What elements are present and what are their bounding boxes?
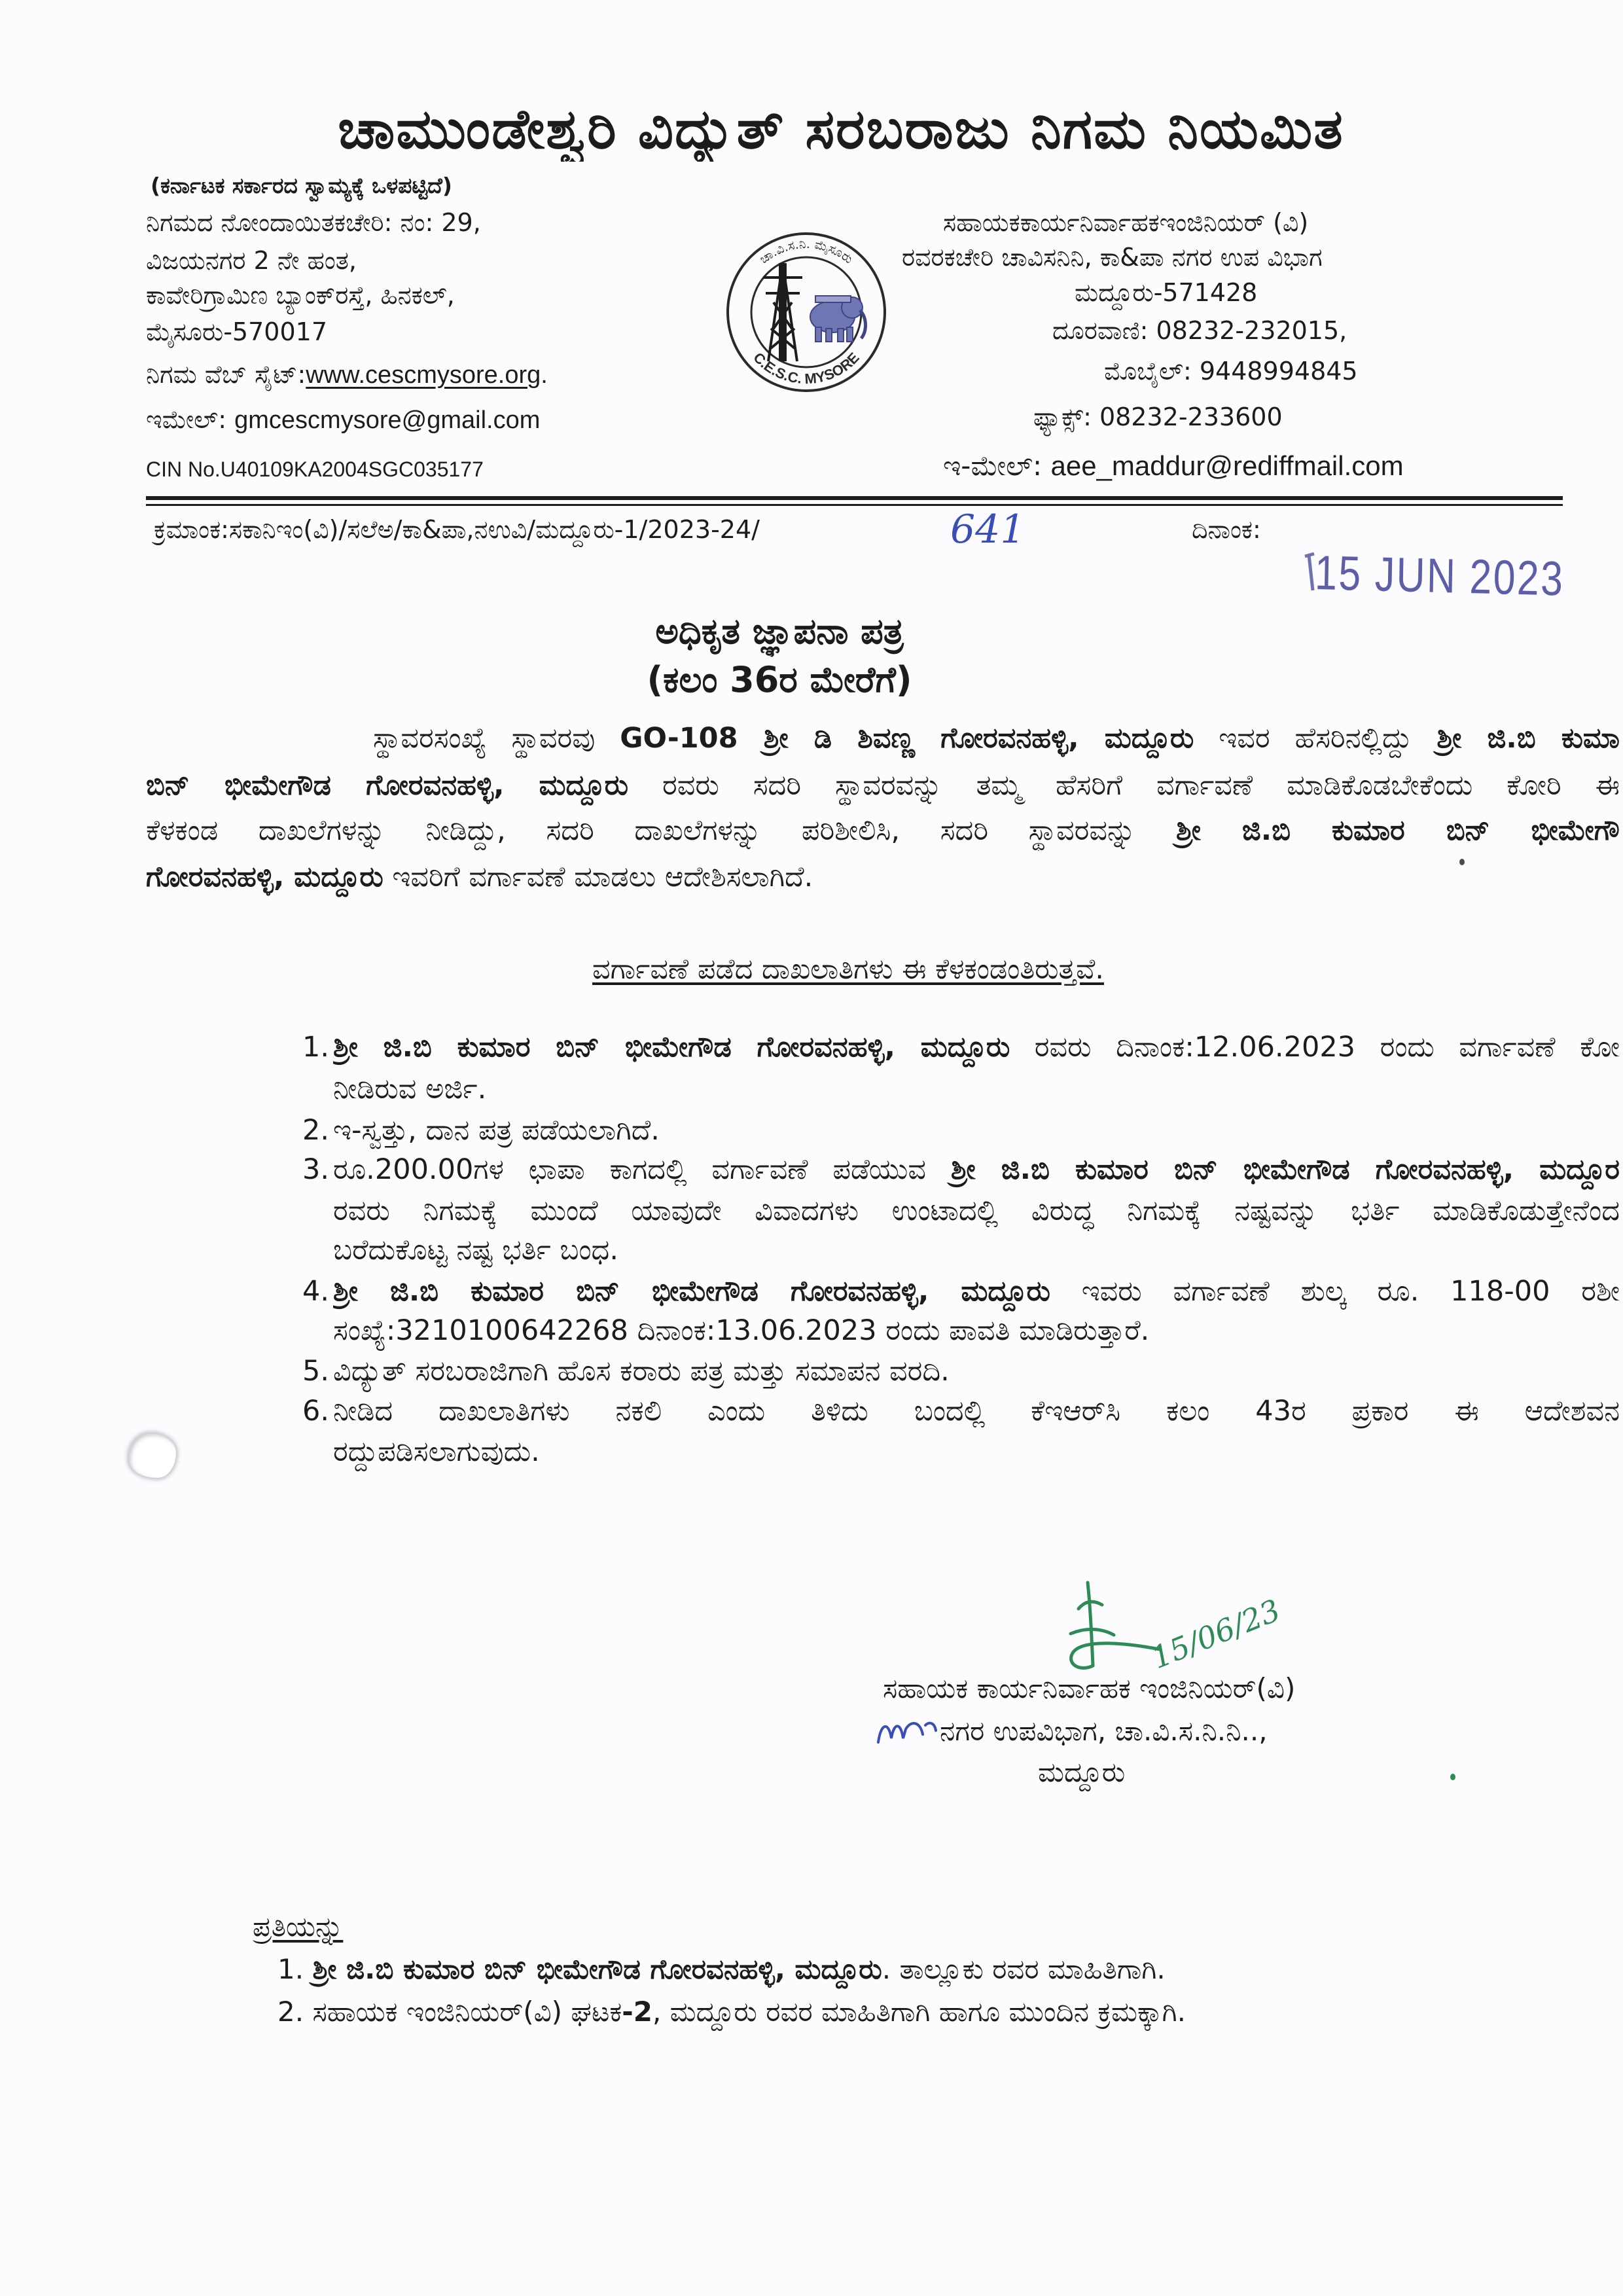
logo-bottom-text: C.E.S.C. MYSORE [750,349,863,387]
paragraph-text: ಸ್ಥಾವರಸಂಖ್ಯೆ ಸ್ಥಾವರವು [373,722,620,755]
email-address: gmcescmysore@gmail.com [234,406,541,434]
office-designation: ಸಹಾಯಕಕಾರ್ಯನಿರ್ವಾಹಕಇಂಜಿನಿಯರ್ (ವಿ) [943,208,1309,237]
applicant-name: ಶ್ರೀ ಜಿ.ಬಿ ಕುಮಾರ ಬಿನ್ ಭೀಮೇಗೌಡ ಗೋರವನಹಳ್ಳಿ, ಮದ್ದೂರು [312,1953,882,1985]
website-url: www.cescmysore.org [306,361,541,389]
punch-hole-mark [129,1433,176,1478]
header-rule-thick [146,496,1563,500]
date-stamp: 15 JUN 2023 [1314,545,1565,606]
copy-to-item-1 [277,1951,1166,1988]
website-label: ನಿಗಮ ವೆಬ್ ಸೈಟ್: [146,360,306,389]
list-item-4-line-2: ಸಂಖ್ಯೆ:3210100642268 ದಿನಾಂಕ:13.06.2023 ರಂದು ಪಾವತಿ ಮಾಡಿರುತ್ತಾರೆ. [333,1314,1150,1347]
memo-subtitle: (ಕಲಂ 36ರ ಮೇರೆಗೆ) [647,659,912,700]
registered-office-line1: ನಿಗಮದ ನೋಂದಾಯಿತಕಚೇರಿ: ನಂ: 29, [146,208,481,237]
copy-item-text: ಸಹಾಯಕ ಇಂಜಿನಿಯರ್(ವಿ) ಘಟಕ [312,1996,622,2028]
website-suffix: . [541,361,548,389]
signatory-designation: ಸಹಾಯಕ ಕಾರ್ಯನಿರ್ವಾಹಕ ಇಂಜಿನಿಯರ್(ವಿ) [883,1672,1296,1704]
list-item-number: 4. [302,1275,330,1308]
date-label: ದಿನಾಂಕ: [1192,515,1261,544]
list-item-3-line-1 [333,1149,1620,1190]
applicant-name: ಗೋರವನಹಳ್ಳಿ, ಮದ್ದೂರು [146,861,383,893]
list-item-text: ರವರು ದಿನಾಂಕ:12.06.2023 ರಂದು ವರ್ಗಾವಣೆ ಕೋ [1010,1031,1620,1064]
list-item-number: 6. [302,1395,330,1427]
office-phone: ದೂರವಾಣಿ: 08232-232015, [1052,316,1347,345]
office-email-line [943,448,1404,484]
list-item-6-line-1: ನೀಡಿದ ದಾಖಲಾತಿಗಳು ನಕಲಿ ಎಂದು ತಿಳಿದು ಬಂದಲ್ಲಿ ಕೆಇಆರ್‌ಸಿ ಕಲಂ 43ರ ಪ್ರಕಾರ ಈ ಆದೇಶವನ [333,1395,1620,1427]
website-line [146,357,548,392]
list-item-number: 1. [302,1031,330,1064]
registered-office-line3: ಕಾವೇರಿಗ್ರಾಮಿಣ ಬ್ಯಾಂಕ್‌ರಸ್ತೆ, ಹಿನಕಲ್, [146,281,455,310]
list-item-4-line-1 [333,1271,1620,1312]
signatory-division: ನಗರ ಉಪವಿಭಾಗ, ಚಾ.ವಿ.ಸ.ನಿ.ನಿ.., [940,1715,1268,1747]
pylon-icon [763,263,802,361]
copy-item-text: , ಮದ್ದೂರು ರವರ ಮಾಹಿತಿಗಾಗಿ ಹಾಗೂ ಮುಂದಿನ ಕ್ರಮಕ್ಕಾಗಿ. [652,1996,1186,2028]
list-item-text: ಇವರು ವರ್ಗಾವಣೆ ಶುಲ್ಕ ರೂ. 118-00 ರಶೀ [1050,1275,1620,1308]
paragraph-text: ಇವರ ಹೆಸರಿನಲ್ಲಿದ್ದು [1194,722,1437,755]
office-fax: ಫ್ಯಾಕ್ಸ್: 08232-233600 [1033,403,1283,431]
applicant-name: ಶ್ರೀ ಜಿ.ಬಿ ಕುಮಾರ ಬಿನ್ ಭೀಮೇಗೌಡ ಗೋರವನಹಳ್ಳಿ, ಮದ್ದೂರ [950,1153,1620,1186]
copy-item-number: 2. [277,1996,304,2028]
documents-heading: ವರ್ಗಾವಣೆ ಪಡೆದ ದಾಖಲಾತಿಗಳು ಈ ಕೆಳಕಂಡಂತಿರುತ್ತವೆ. [592,953,1104,986]
list-item-1-line-1 [333,1027,1620,1067]
copy-to-item-2 [277,1994,1186,2030]
cesc-logo [722,230,890,394]
memo-title: ಅಧಿಕೃತ ಜ್ಞಾಪನಾ ಪತ್ರ [655,611,904,652]
paragraph-text: ರವರು ಸದರಿ ಸ್ಥಾವರವನ್ನು ತಮ್ಮ ಹೆಸರಿಗೆ ವರ್ಗಾವಣೆ ಮಾಡಿಕೊಡಬೇಕೆಂದು ಕೋರಿ ಈ [628,769,1620,802]
list-item-6-line-2: ರದ್ದುಪಡಿಸಲಾಗುವುದು. [333,1435,540,1468]
copy-item-text: . ತಾಲ್ಲೂಕು ರವರ ಮಾಹಿತಿಗಾಗಿ. [882,1953,1166,1985]
copy-to-label: ಪ್ರತಿಯನ್ನು [253,1910,344,1943]
applicant-name: ಶ್ರೀ ಜಿ.ಬಿ ಕುಮಾರ ಬಿನ್ ಭೀಮೇಗೌ [1176,814,1620,847]
applicant-name: ಶ್ರೀ ಜಿ.ಬಿ ಕುಮಾರ ಬಿನ್ ಭೀಮೇಗೌಡ ಗೋರವನಹಳ್ಳಿ, ಮದ್ದೂರು [333,1275,1050,1308]
office-email-label: ಇ-ಮೇಲ್: [943,450,1051,482]
paragraph-line-2 [146,765,1620,806]
registered-office-line4: ಮೈಸೂರು-570017 [146,317,327,346]
list-item-number: 3. [302,1153,330,1186]
logo-top-text: ಚಾ.ವಿ.ಸ.ನಿ. ಮೈಸೂರು [757,236,856,267]
applicant-name: ಶ್ರೀ ಜಿ.ಬಿ ಕುಮಾ [1436,722,1620,755]
list-item-3-line-2: ರವರು ನಿಗಮಕ್ಕೆ ಮುಂದೆ ಯಾವುದೇ ವಿವಾದಗಳು ಉಂಟಾದಲ್ಲಿ ವಿರುದ್ಧ ನಿಗಮಕ್ಕೆ ನಷ್ಟವನ್ನು ಭರ್ತಿ ಮಾಡಿಕೊಡುತ್ತೇನೆಂದ [333,1194,1620,1227]
office-email-address: aee_maddur@rediffmail.com [1050,450,1404,481]
list-item-text: ರೂ.200.00ಗಳ ಛಾಪಾ ಕಾಗದಲ್ಲಿ ವರ್ಗಾವಣೆ ಪಡೆಯುವ [333,1153,951,1186]
initials-scribble [873,1713,938,1750]
paragraph-text: ಕೆಳಕಂಡ ದಾಖಲೆಗಳನ್ನು ನೀಡಿದ್ದು, ಸದರಿ ದಾಖಲೆಗಳನ್ನು ಪರಿಶೀಲಿಸಿ, ಸದರಿ ಸ್ಥಾವರವನ್ನು [146,814,1177,847]
list-item-number: 2. [302,1114,330,1147]
applicant-name: ಬಿನ್ ಭೀಮೇಗೌಡ ಗೋರವನಹಳ್ಳಿ, ಮದ್ದೂರು [146,769,629,802]
email-label: ಇಮೇಲ್: [146,405,235,434]
unit-number: -2 [622,1996,652,2028]
list-item-1-line-2: ನೀಡಿರುವ ಅರ್ಜಿ. [333,1073,487,1105]
email-line [146,403,540,437]
installation-details: GO-108 ಶ್ರೀ ಡಿ ಶಿವಣ್ಣ ಗೋರವನಹಳ್ಳಿ, ಮದ್ದೂರು [620,722,1194,755]
handwritten-reference-number: 641 [950,507,1026,552]
list-item-2-line-1: ಇ-ಸ್ವತ್ತು, ದಾನ ಪತ್ರ ಪಡೆಯಲಾಗಿದೆ. [333,1114,660,1147]
paragraph-line-3 [146,810,1620,851]
ink-dot [1450,1774,1455,1780]
signatory-place: ಮದ್ದೂರು [1038,1756,1126,1788]
paragraph-text: ಇವರಿಗೆ ವರ್ಗಾವಣೆ ಮಾಡಲು ಆದೇಶಿಸಲಾಗಿದೆ. [383,861,813,893]
header-rule-thin [146,504,1563,506]
list-item-3-line-3: ಬರೆದುಕೊಟ್ಟ ನಷ್ಟ ಭರ್ತಿ ಬಂಧ. [333,1234,618,1266]
registered-office-line2: ವಿಜಯನಗರ 2 ನೇ ಹಂತ, [146,246,357,275]
signature-date: 15/06/23 [1146,1592,1285,1676]
organization-title: ಚಾಮುಂಡೇಶ್ವರಿ ವಿದ್ಯುತ್ ಸರಬರಾಜು ನಿಗಮ ನಿಯಮಿತ [338,97,1344,161]
list-item-number: 5. [302,1355,330,1388]
ownership-note: (ಕರ್ನಾಟಕ ಸರ್ಕಾರದ ಸ್ವಾಮ್ಯಕ್ಕೆ ಒಳಪಟ್ಟಿದೆ) [151,173,452,198]
reference-number: ಕ್ರಮಾಂಕ:ಸಕಾನಿಇಂ(ವಿ)/ಸಲೆಅ/ಕಾ&ಪಾ,ನಉವಿ/ಮದ್ದೂರು-1/2023-24/ [154,515,760,544]
office-name: ರವರಕಚೇರಿ ಚಾವಿಸನಿನಿ, ಕಾ&ಪಾ ನಗರ ಉಪ ವಿಭಾಗ [902,243,1323,272]
copy-item-number: 1. [277,1953,304,1985]
office-city: ಮದ್ದೂರು-571428 [1075,278,1258,307]
scan-speck [1459,859,1465,865]
paragraph-line-4 [146,857,813,897]
list-item-5-line-1: ವಿದ್ಯುತ್ ಸರಬರಾಜಿಗಾಗಿ ಹೊಸ ಕರಾರು ಪತ್ರ ಮತ್ತು ಸಮಾಪನ ವರದಿ. [333,1355,950,1388]
applicant-name: ಶ್ರೀ ಜಿ.ಬಿ ಕುಮಾರ ಬಿನ್ ಭೀಮೇಗೌಡ ಗೋರವನಹಳ್ಳಿ, ಮದ್ದೂರು [333,1031,1010,1064]
cin-number: CIN No.U40109KA2004SGC035177 [146,457,484,481]
paragraph-line-1 [373,718,1620,759]
office-mobile: ಮೊಬೈಲ್: 9448994845 [1104,357,1358,386]
